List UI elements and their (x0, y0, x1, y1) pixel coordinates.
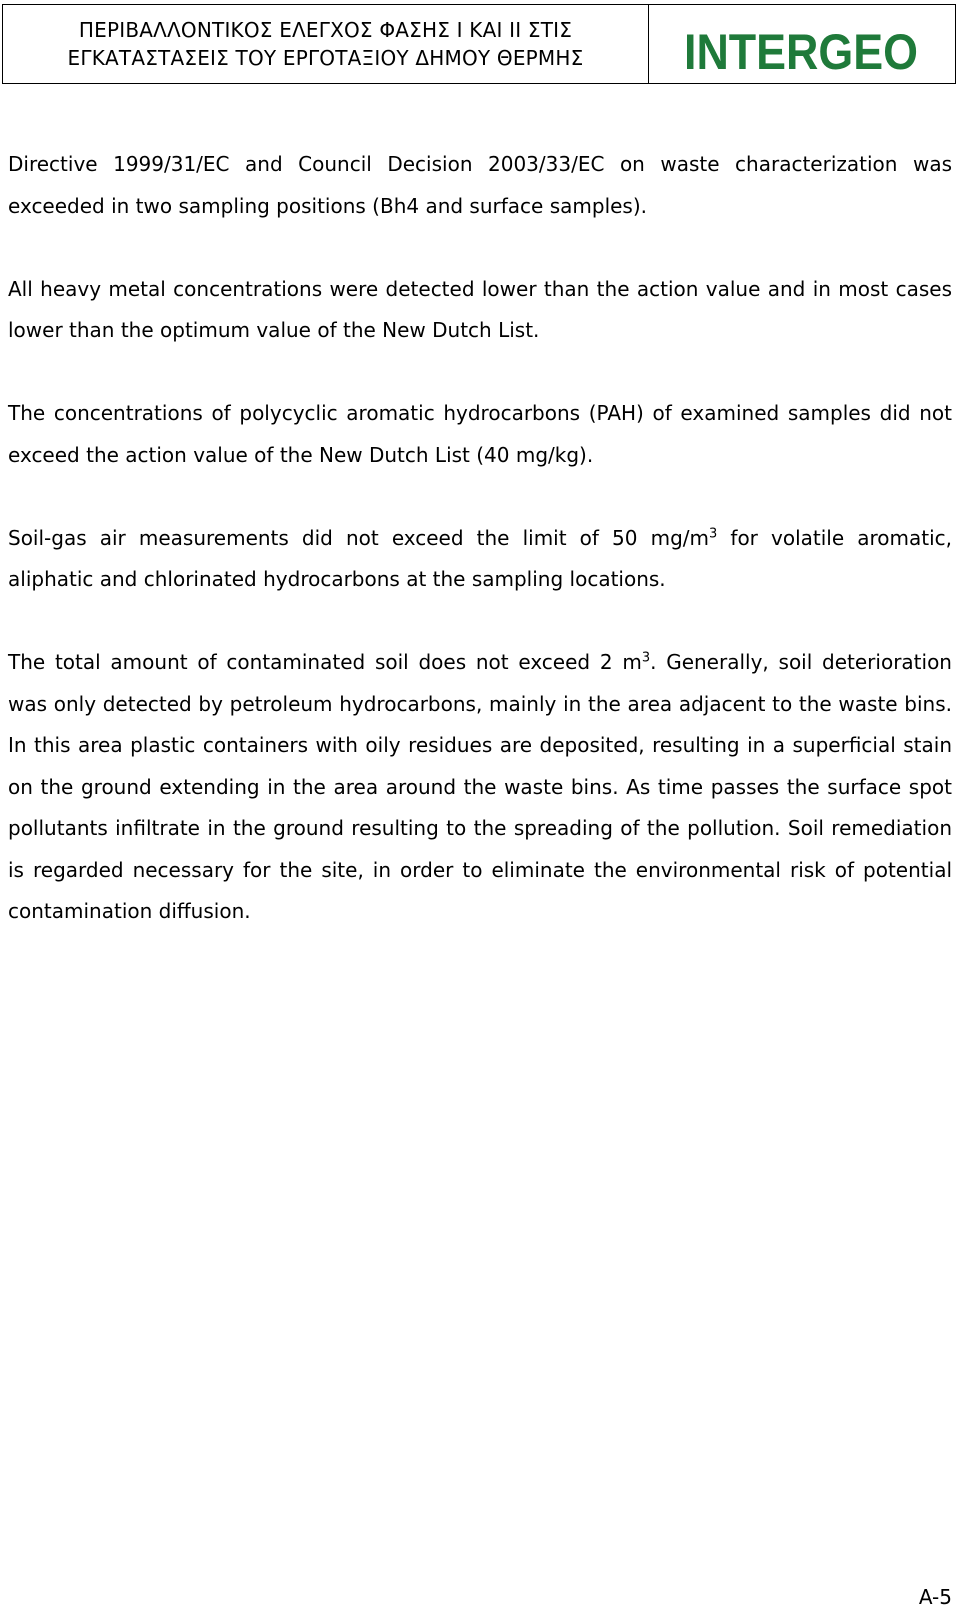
page-number: A-5 (918, 1585, 952, 1609)
page-header (2, 4, 956, 84)
soil-gas-text-end: for volatile aromatic, aliphatic and chlorinated hydrocarbons at the sampling locations. (8, 525, 953, 591)
paragraph-soil-gas (8, 518, 952, 601)
cubic-superscript: 3 (641, 650, 651, 666)
contaminated-soil-text-start: The total amount of contaminated soil does not exceed 2 m (8, 650, 642, 674)
intergeo-logo-mark (682, 9, 922, 79)
intergeo-logo-text: INTERGEO (684, 24, 918, 79)
header-title (3, 5, 649, 83)
paragraph-heavy-metals: All heavy metal concentrations were detected lower than the action value and in most cases lower than the optimum value of the New Dutch List. (8, 276, 952, 342)
soil-gas-text-start: Soil-gas air measurements did not exceed the limit of 50 mg/m (8, 525, 710, 550)
contaminated-soil-text-end: . Generally, soil deterioration was only detected by petroleum hydrocarbons, mainly in the area adjacent to the waste bins. In this area plastic containers with oily residues are deposited, resulting in a superficial stain on the ground extending in the area around the waste bins. As time passes the surface spot pollutants infiltrate in the ground resulting to the spreading of the pollution. Soil remediation is regarded necessary for the site, in order to eliminate the environmental risk of potential contamination diffusion. (8, 650, 952, 923)
cubic-superscript: 3 (709, 525, 718, 541)
paragraph-contaminated-soil (8, 642, 952, 933)
header-title-line-1: ΠΕΡΙΒΑΛΛΟΝΤΙΚΟΣ ΕΛΕΓΧΟΣ ΦΑΣΗΣ Ι ΚΑΙ ΙΙ ΣΤΙΣ (78, 18, 573, 42)
document-body (8, 144, 952, 974)
intergeo-logo (649, 5, 955, 83)
paragraph-directive: Directive 1999/31/EC and Council Decision 2003/33/EC on waste characterization was exceeded in two sampling positions (Bh4 and surface samples). (8, 152, 952, 218)
header-title-line-2: ΕΓΚΑΤΑΣΤΑΣΕΙΣ ΤΟΥ ΕΡΓΟΤΑΞΙΟΥ ΔΗΜΟΥ ΘΕΡΜΗΣ (67, 46, 584, 70)
paragraph-pah: The concentrations of polycyclic aromatic hydrocarbons (PAH) of examined samples did not exceed the action value of the New Dutch List (40 mg/kg). (8, 401, 952, 467)
